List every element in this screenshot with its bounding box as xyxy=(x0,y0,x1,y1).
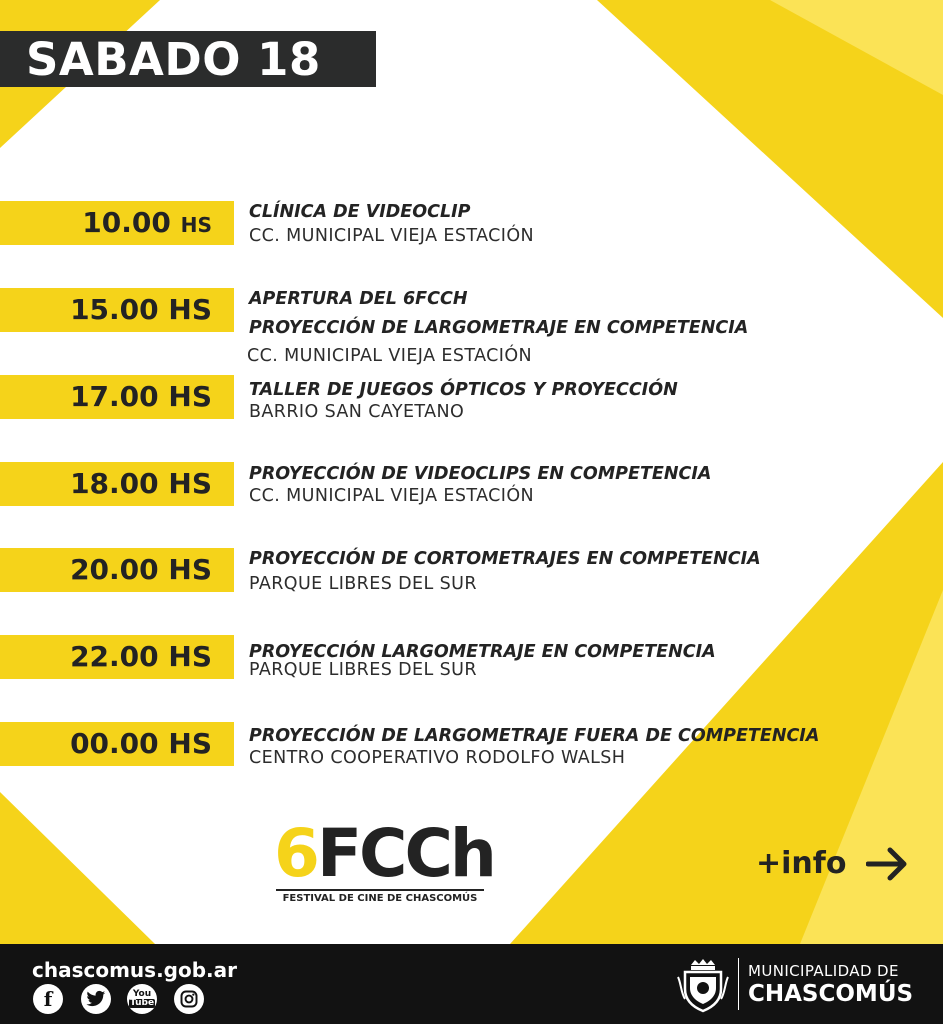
event-place: PARQUE LIBRES DEL SUR xyxy=(249,660,477,680)
event-title: CLÍNICA DE VIDEOCLIP xyxy=(249,202,471,222)
event-title: PROYECCIÓN DE LARGOMETRAJE FUERA DE COMPETENCIA xyxy=(249,726,820,746)
arrow-right-icon[interactable] xyxy=(866,846,910,882)
event-title-secondary: PROYECCIÓN DE LARGOMETRAJE EN COMPETENCIA xyxy=(249,318,749,338)
event-time: 18.00 HS xyxy=(70,467,212,500)
event-title: TALLER DE JUEGOS ÓPTICOS Y PROYECCIÓN xyxy=(249,380,678,400)
municipal-seal-icon xyxy=(676,957,730,1013)
event-place: CC. MUNICIPAL VIEJA ESTACIÓN xyxy=(249,486,535,506)
logo-subtitle: FESTIVAL DE CINE DE CHASCOMÚS xyxy=(276,889,484,904)
time-badge xyxy=(0,548,234,592)
footer-divider xyxy=(738,958,739,1010)
event-title: PROYECCIÓN LARGOMETRAJE EN COMPETENCIA xyxy=(249,642,716,662)
event-place: CENTRO COOPERATIVO RODOLFO WALSH xyxy=(249,748,626,768)
time-badge xyxy=(0,462,234,506)
instagram-icon[interactable] xyxy=(174,984,204,1014)
event-time: 20.00 HS xyxy=(70,553,212,586)
time-badge xyxy=(0,288,234,332)
website-link[interactable]: chascomus.gob.ar xyxy=(32,958,237,982)
time-badge xyxy=(0,201,234,245)
municipality-label: MUNICIPALIDAD DE xyxy=(748,962,899,980)
event-place: BARRIO SAN CAYETANO xyxy=(249,402,465,422)
more-info-link[interactable]: +info xyxy=(756,846,847,881)
event-time: 15.00 HS xyxy=(70,293,212,326)
event-title: APERTURA DEL 6FCCH xyxy=(249,289,468,309)
twitter-icon[interactable] xyxy=(81,984,111,1014)
time-badge xyxy=(0,375,234,419)
festival-logo xyxy=(274,815,494,908)
municipality-name: CHASCOMÚS xyxy=(748,981,914,1007)
logo-wordmark: 6FCCh xyxy=(274,815,494,892)
event-title: PROYECCIÓN DE VIDEOCLIPS EN COMPETENCIA xyxy=(249,464,712,484)
facebook-icon[interactable]: f xyxy=(33,984,63,1014)
event-place: CC. MUNICIPAL VIEJA ESTACIÓN xyxy=(247,346,533,366)
event-time: 00.00 HS xyxy=(70,727,212,760)
event-time: 22.00 HS xyxy=(70,640,212,673)
time-badge xyxy=(0,722,234,766)
event-place: CC. MUNICIPAL VIEJA ESTACIÓN xyxy=(249,226,535,246)
youtube-icon[interactable]: You Tube xyxy=(127,984,157,1014)
event-title: PROYECCIÓN DE CORTOMETRAJES EN COMPETENCIA xyxy=(249,549,761,569)
day-title: SABADO 18 xyxy=(26,33,321,86)
event-place: PARQUE LIBRES DEL SUR xyxy=(249,574,477,594)
footer-bar xyxy=(0,944,943,1024)
time-badge xyxy=(0,635,234,679)
event-time: 10.00 HS xyxy=(82,206,212,239)
event-time: 17.00 HS xyxy=(70,380,212,413)
